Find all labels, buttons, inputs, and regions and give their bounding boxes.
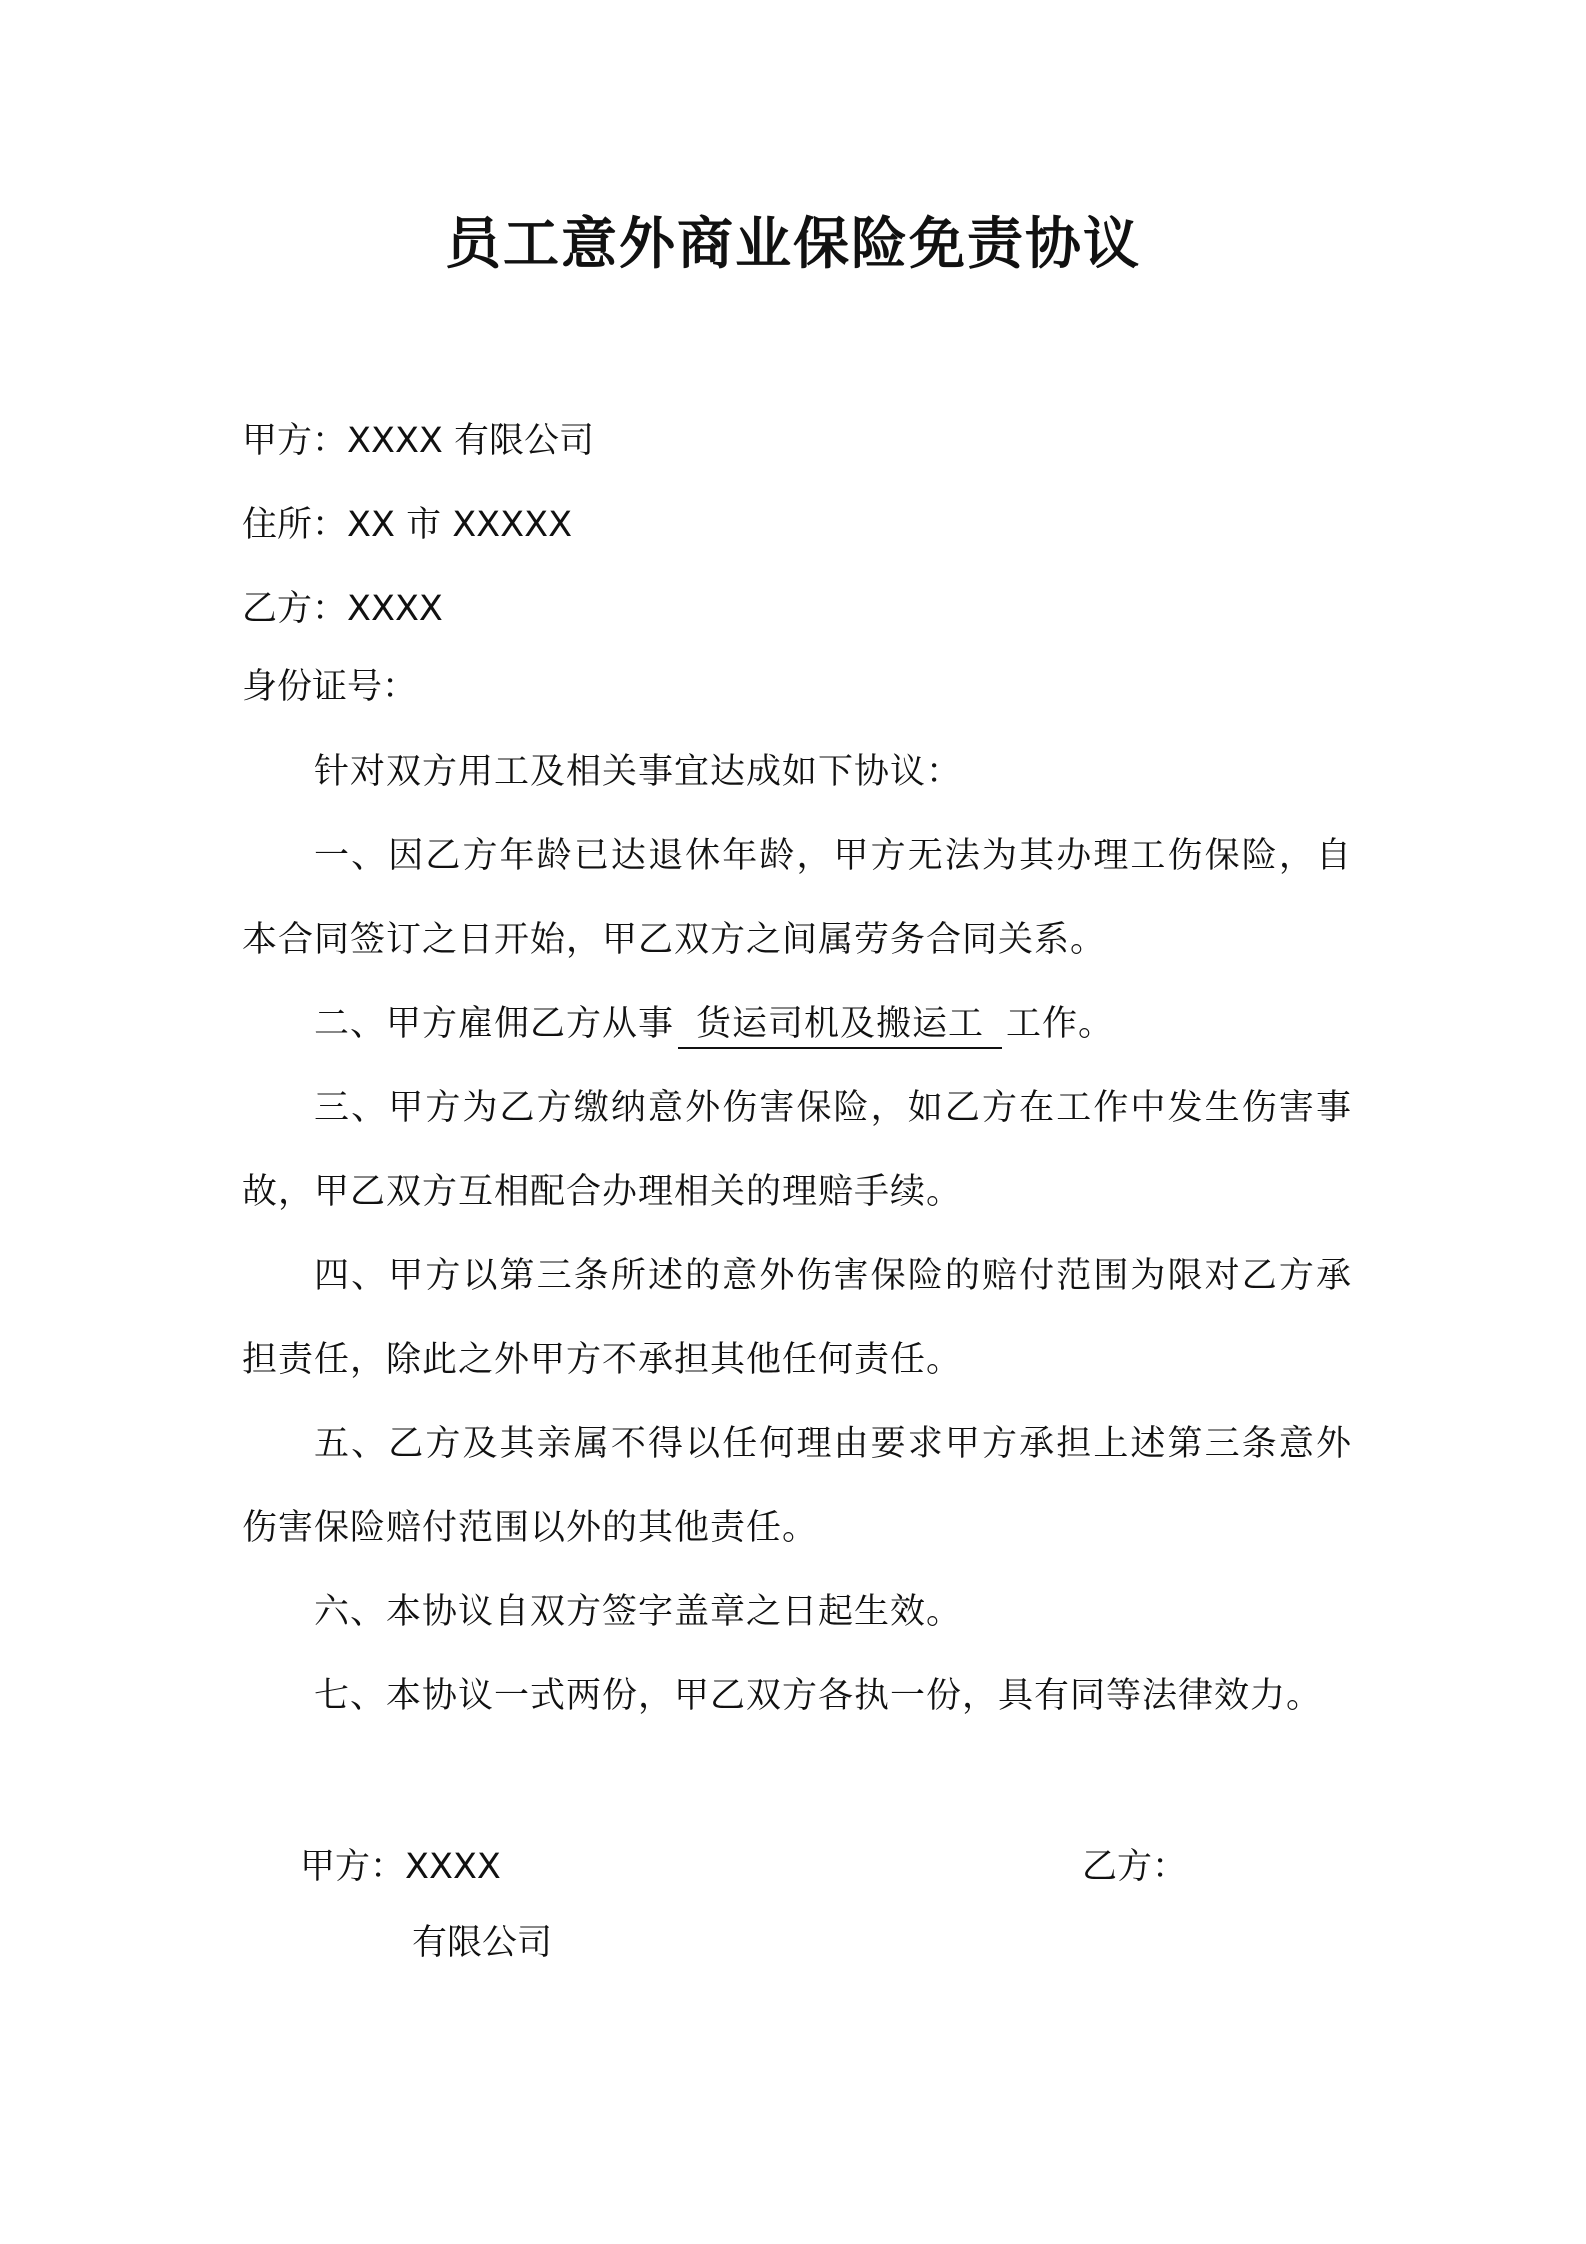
clause-2-prefix: 二、甲方雇佣乙方从事: [314, 1004, 675, 1044]
signature-party-a-company: 有限公司: [412, 1923, 553, 1963]
document-title: 员工意外商业保险免责协议: [445, 212, 1141, 277]
clause-2-job-blank: 货运司机及搬运工: [678, 1001, 1002, 1049]
party-a-line: 甲方：XXXX 有限公司: [242, 421, 595, 461]
party-b-line: 乙方：XXXX: [242, 589, 443, 629]
clause-7: 七、本协议一式两份，甲乙双方各执一份，具有同等法律效力。: [314, 1676, 1323, 1716]
clause-3: 三、甲方为乙方缴纳意外伤害保险，如乙方在工作中发生伤害事故，甲乙双方互相配合办理相关的理赔手续。: [242, 1088, 1352, 1212]
id-number-line: 身份证号：: [242, 667, 418, 707]
address-line: 住所：XX 市 XXXXX: [242, 505, 573, 545]
signature-party-b-label: 乙方：: [1082, 1847, 1188, 1887]
clause-4: 四、甲方以第三条所述的意外伤害保险的赔付范围为限对乙方承担责任，除此之外甲方不承担其他任何责任。: [242, 1256, 1352, 1380]
intro-paragraph: 针对双方用工及相关事宜达成如下协议：: [314, 752, 963, 792]
clause-2: [242, 982, 1352, 1066]
clause-2-suffix: 工作。: [1006, 1004, 1115, 1044]
signature-party-a-label: 甲方：XXXX: [300, 1847, 501, 1887]
clause-1: 一、因乙方年龄已达退休年龄，甲方无法为其办理工伤保险，自本合同签订之日开始，甲乙双方之间属劳务合同关系。: [242, 836, 1352, 960]
clause-5: 五、乙方及其亲属不得以任何理由要求甲方承担上述第三条意外伤害保险赔付范围以外的其他责任。: [242, 1424, 1352, 1548]
clause-6: 六、本协议自双方签字盖章之日起生效。: [314, 1592, 963, 1632]
